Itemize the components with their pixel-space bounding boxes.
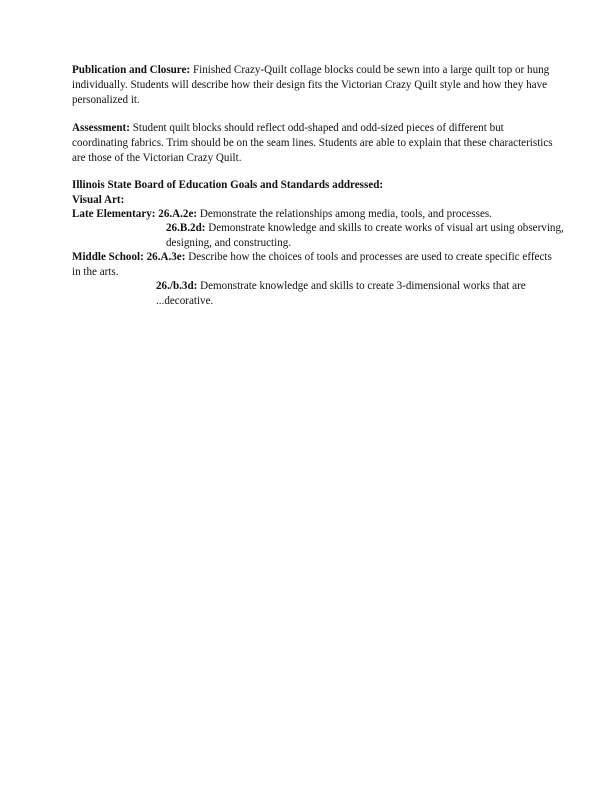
standards-heading: Illinois State Board of Education Goals and Standards addressed:	[72, 179, 384, 191]
publication-closure-text: Finished Crazy-Quilt collage blocks could be sewn into a large quilt top or hung individually. Students will describe how their design fits the Victorian Crazy Quilt style and how they have personalized it.	[72, 64, 550, 107]
assessment-heading: Assessment:	[72, 122, 130, 134]
standard-code: 26./b.3d:	[156, 280, 198, 292]
standard-text: Describe how the choices of tools and processes are used to create specific effects in the arts.	[72, 251, 552, 279]
subject-heading: Visual Art:	[72, 194, 125, 206]
standard-code: 26.B.2d:	[166, 222, 206, 234]
standard-text: Demonstrate knowledge and skills to create 3-dimensional works that are ...decorative.	[156, 280, 526, 308]
standard-text: Demonstrate knowledge and skills to create works of visual art using observing, designing, and constructing.	[166, 222, 564, 250]
standard-code: 26.A.3e:	[146, 251, 186, 263]
assessment-text: Student quilt blocks should reflect odd-shaped and odd-sized pieces of different but coordinating fabrics. Trim should be on the seam lines. Students are able to explain that these characteristics are those of the Victorian Crazy Quilt.	[72, 122, 553, 165]
publication-closure-heading: Publication and Closure:	[72, 64, 191, 76]
late-elementary-label: Late Elementary:	[72, 208, 156, 220]
middle-school-label: Middle School:	[72, 251, 144, 263]
assessment-paragraph	[72, 121, 562, 167]
late-elementary-row-2	[166, 221, 566, 251]
late-elementary-row-1	[72, 207, 492, 222]
publication-closure-paragraph	[72, 63, 562, 109]
standard-code: 26.A.2e:	[158, 208, 198, 220]
standard-text: Demonstrate the relationships among media, tools, and processes.	[199, 208, 492, 220]
middle-school-row-1	[72, 250, 562, 280]
middle-school-row-2	[156, 279, 556, 309]
